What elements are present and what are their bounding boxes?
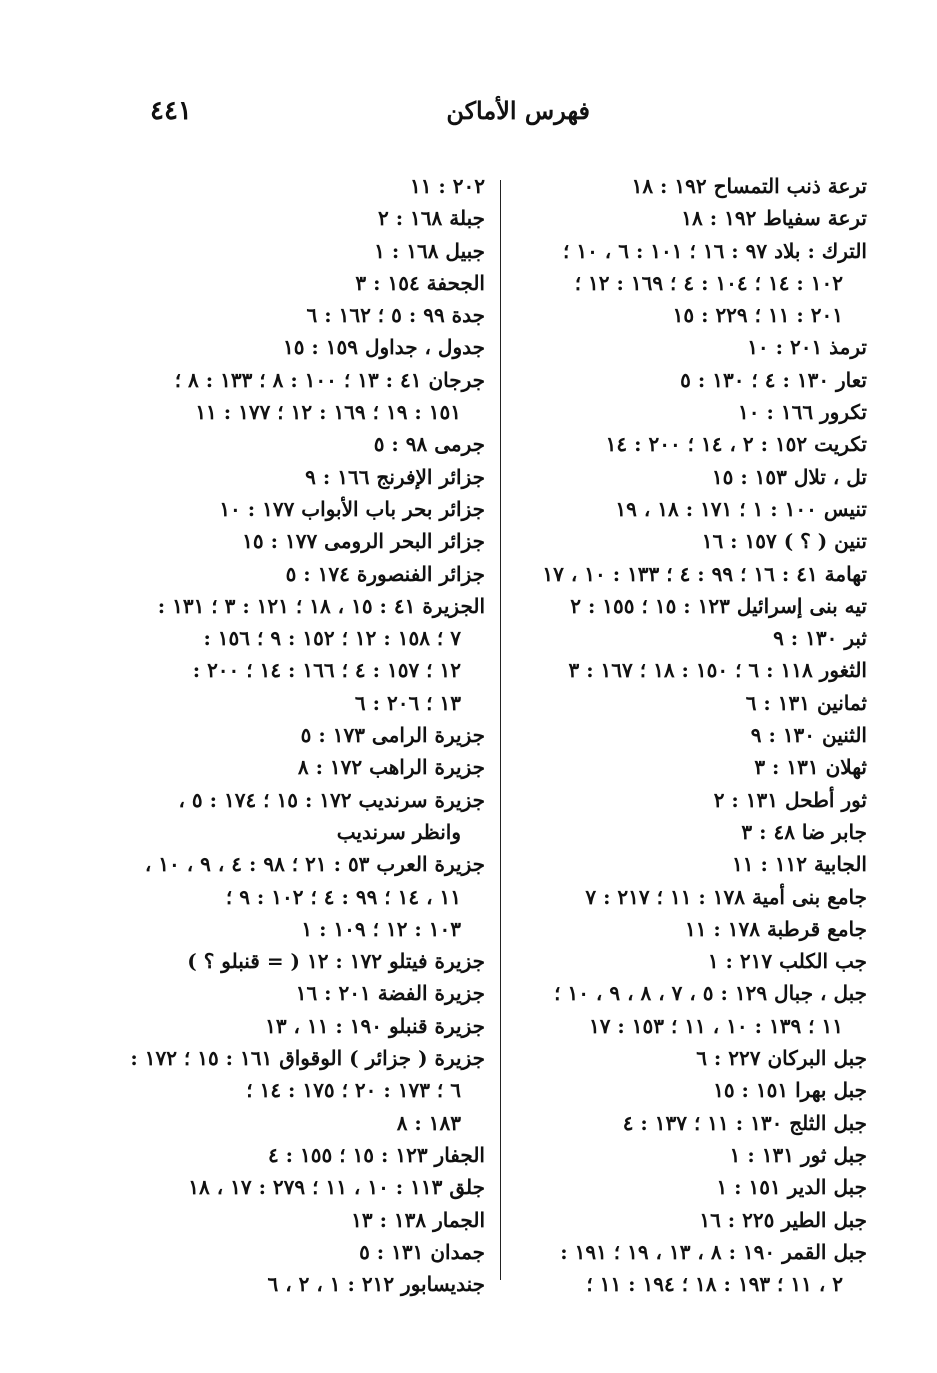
index-entry: جبلة ١٦٨ : ٢: [377, 206, 485, 231]
index-entry: جزيرة الراهب ١٧٢ : ٨: [297, 755, 485, 780]
index-entry: جبل ثور ١٣١ : ١: [729, 1142, 867, 1167]
index-entry-continuation: ١٢ ؛ ١٥٧ : ٤ ؛ ١٦٦ : ١٤ ؛ ٢٠٠ :: [192, 658, 461, 683]
index-entry-continuation: ١٣ ؛ ٢٠٦ : ٦: [354, 690, 461, 715]
index-entry: الثغور ١١٨ : ٦ ؛ ١٥٠ : ١٨ ؛ ١٦٧ : ٣: [568, 658, 867, 683]
index-entry: جرمى ٩٨ : ٥: [373, 432, 485, 457]
index-entry: تيه بنى إسرائيل ١٢٣ : ١٥ ؛ ١٥٥ : ٢: [570, 593, 867, 618]
index-entry: جبل البركان ٢٢٧ : ٦: [696, 1046, 867, 1071]
index-entry-continuation: ٧ ؛ ١٥٨ : ١٢ ؛ ١٥٢ : ٩ ؛ ١٥٦ :: [203, 626, 461, 651]
index-entry: جزائر البحر الرومى ١٧٧ : ١٥: [242, 529, 485, 554]
index-entry: ترعة ذنب التمساح ١٩٢ : ١٨: [631, 174, 867, 198]
index-entry: جبل ، جبال ١٢٩ : ٥ ، ٧ ، ٨ ، ٩ ، ١٠ ؛: [554, 981, 867, 1006]
index-entry: جبل بهرا ١٥١ : ١٥: [713, 1078, 867, 1103]
index-entry: جزيرة الرامى ١٧٣ : ٥: [300, 723, 485, 748]
column-divider: [500, 180, 501, 1280]
index-entry: ترعة سفياط ١٩٢ : ١٨: [681, 206, 867, 231]
index-entry: الثنين ١٣٠ : ٩: [750, 723, 867, 748]
index-entry: تهامة ٤١ : ١٦ ؛ ٩٩ : ٤ ؛ ١٣٣ : ١٠ ، ١٧: [542, 561, 867, 586]
index-entry: تنيس ١٠٠ : ١ ؛ ١٧١ : ١٨ ، ١٩: [615, 496, 867, 521]
index-entry: جزيرة قنبلو ١٩٠ : ١١ ، ١٣: [265, 1013, 485, 1038]
index-entry-continuation: ١٥١ : ١٩ ؛ ١٦٩ : ١٢ ؛ ١٧٧ : ١١: [195, 400, 461, 425]
index-entry: الجابية ١١٢ : ١١: [732, 852, 867, 877]
index-entry: جزيرة فيتلو ١٧٢ : ١٢ ( = قنبلو ؟ ): [187, 949, 485, 974]
index-entry: جبل القمر ١٩٠ : ٨ ، ١٣ ، ١٩ ؛ ١٩١ :: [560, 1239, 867, 1264]
page-header: [150, 96, 590, 136]
index-entry-continuation: ١٨٣ : ٨: [396, 1110, 461, 1135]
index-entry: الجمار ١٣٨ : ١٣: [351, 1207, 485, 1232]
index-entry: الجحفة ١٥٤ : ٣: [355, 270, 485, 295]
index-entry: جرجان ٤١ : ١٣ ؛ ١٠٠ : ٨ ؛ ١٣٣ : ٨ ؛: [174, 367, 485, 392]
index-entry: جامع قرطبة ١٧٨ : ١١: [684, 916, 867, 941]
index-entry: تكرور ١٦٦ : ١٠: [738, 400, 867, 425]
index-entry-continuation: ٢ ، ١١ ؛ ١٩٣ : ١٨ ؛ ١٩٤ : ١١ ؛: [586, 1272, 843, 1297]
index-entry: جبل الثلج ١٣٠ : ١١ ؛ ١٣٧ : ٤: [622, 1110, 867, 1135]
index-entry: تكريت ١٥٢ : ٢ ، ١٤ ؛ ٢٠٠ : ١٤: [605, 432, 867, 457]
index-entry-continuation: ٦ ؛ ١٧٣ : ٢٠ ؛ ١٧٥ : ١٤ ؛: [246, 1078, 461, 1103]
index-column-left: [125, 170, 485, 1300]
index-entry: جزيرة ( جزائر ) الوقواق ١٦١ : ١٥ ؛ ١٧٢ :: [130, 1046, 485, 1071]
page-title: فهرس الأماكن: [446, 96, 590, 125]
index-entry: جلق ١١٣ : ١٠ ، ١١ ؛ ٢٧٩ : ١٧ ، ١٨: [188, 1175, 485, 1200]
index-entry: جبل الدير ١٥١ : ١: [716, 1175, 867, 1200]
index-entry: جزيرة الفضة ٢٠١ : ١٦: [295, 981, 485, 1006]
index-entry: ثمانين ١٣١ : ٦: [745, 690, 867, 715]
index-entry-continuation: ١١ ، ١٤ ؛ ٩٩ : ٤ ؛ ١٠٢ : ٩ ؛: [225, 884, 461, 909]
index-entry: جمدان ١٣١ : ٥: [359, 1239, 485, 1264]
index-entry: جدول ، جداول ١٥٩ : ١٥: [282, 335, 485, 360]
index-entry: الترك : بلاد ٩٧ : ١٦ ؛ ١٠١ : ٦ ، ١٠ ؛: [563, 238, 867, 263]
index-entry: ٢٠٢ : ١١: [409, 174, 485, 198]
index-entry: جب الكلب ٢١٧ : ١: [707, 949, 867, 974]
index-entry: جزيرة سرنديب ١٧٢ : ١٥ ؛ ١٧٤ : ٥ ،: [178, 787, 485, 812]
index-entry: ثور أطحل ١٣١ : ٢: [713, 787, 867, 812]
index-entry: جزائر بحر باب الأبواب ١٧٧ : ١٠: [219, 496, 485, 521]
index-entry-continuation: وانظر سرنديب: [336, 819, 461, 844]
index-entry: تل ، تلال ١٥٣ : ١٥: [711, 464, 867, 489]
index-entry: جبيل ١٦٨ : ١: [374, 238, 485, 263]
index-entry-continuation: ٢٠١ : ١١ ؛ ٢٢٩ : ١٥: [672, 303, 843, 328]
index-entry: ثبر ١٣٠ : ٩: [773, 626, 867, 651]
index-entry: الجفار ١٢٣ : ١٥ ؛ ١٥٥ : ٤: [267, 1142, 485, 1167]
index-entry: جزيرة العرب ٥٣ : ٢١ ؛ ٩٨ : ٤ ، ٩ ، ١٠ ،: [144, 852, 485, 877]
index-entry: ترمذ ٢٠١ : ١٠: [747, 335, 867, 360]
index-entry: ثهلان ١٣١ : ٣: [754, 755, 867, 780]
index-entry-continuation: ١٠٣ : ١٢ ؛ ١٠٩ : ١: [301, 916, 461, 941]
index-entry: جزائر الإفرنج ١٦٦ : ٩: [305, 464, 485, 489]
page-number: ٤٤١: [150, 96, 192, 126]
index-column-right: [507, 170, 867, 1300]
index-entry: جدة ٩٩ : ٥ ؛ ١٦٢ : ٦: [306, 303, 485, 328]
index-entry: الجزيرة ٤١ : ١٥ ، ١٨ ؛ ١٢١ : ٣ ؛ ١٣١ :: [157, 593, 485, 618]
index-entry-continuation: ١١ ؛ ١٣٩ : ١٠ ، ١١ ؛ ١٥٣ : ١٧: [588, 1013, 843, 1038]
index-entry: جبل الطير ٢٢٥ : ١٦: [699, 1207, 867, 1232]
index-entry: جزائر الفنصورة ١٧٤ : ٥: [285, 561, 485, 586]
index-entry: جنديسابور ٢١٢ : ١ ، ٢ ، ٦: [267, 1272, 485, 1297]
index-entry-continuation: ١٠٢ : ١٤ ؛ ١٠٤ : ٤ ؛ ١٦٩ : ١٢ ؛: [574, 270, 843, 295]
index-entry: تعار ١٣٠ : ٤ ؛ ١٣٠ : ٥: [680, 367, 867, 392]
index-entry: جامع بنى أمية ١٧٨ : ١١ ؛ ٢١٧ : ٧: [585, 884, 867, 909]
index-entry: تنين ( ؟ ) ١٥٧ : ١٦: [701, 529, 867, 554]
index-entry: جابر ضا ٤٨ : ٣: [741, 819, 867, 844]
